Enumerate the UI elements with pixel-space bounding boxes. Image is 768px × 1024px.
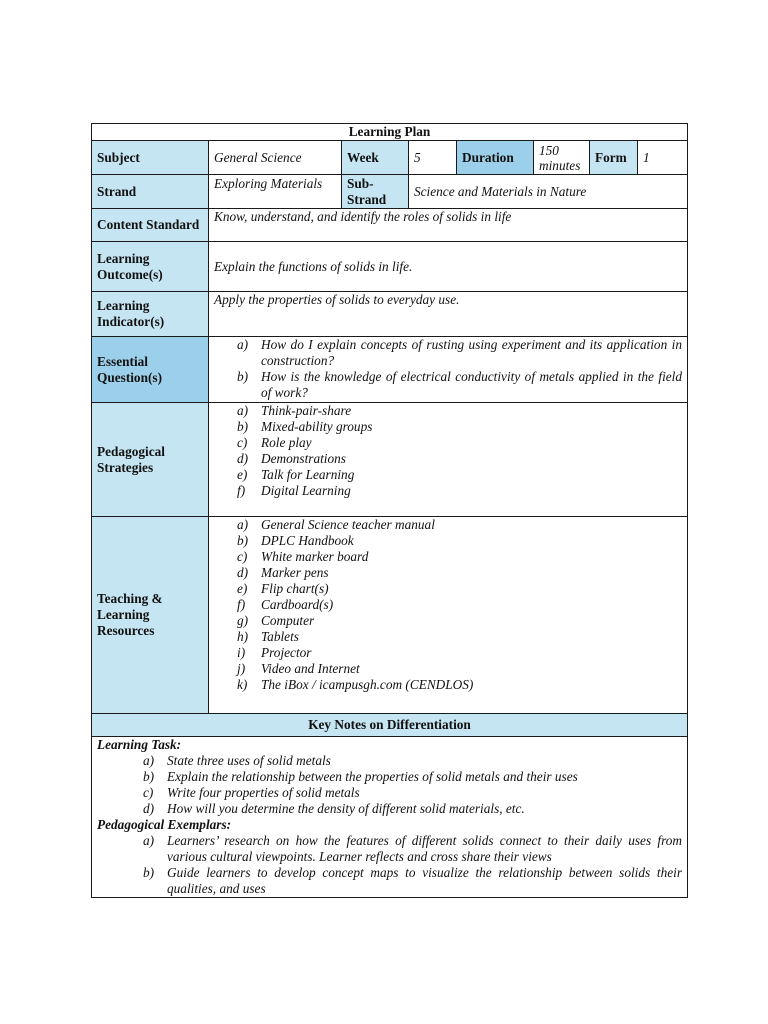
learning-plan-document xyxy=(91,123,687,898)
list-marker: a) xyxy=(237,403,249,418)
content-standard-value: Know, understand, and identify the roles of solids in life xyxy=(209,209,688,242)
list-item xyxy=(214,337,682,369)
list-text: How will you determine the density of different solid materials, etc. xyxy=(167,801,525,816)
learning-outcome-value: Explain the functions of solids in life. xyxy=(209,242,688,292)
list-text: White marker board xyxy=(261,549,369,564)
form-value: 1 xyxy=(638,141,688,175)
pedagogical-exemplars-label: Pedagogical Exemplars: xyxy=(97,817,232,832)
list-item xyxy=(214,483,682,499)
list-marker: b) xyxy=(237,369,249,384)
list-item xyxy=(214,451,682,467)
list-marker: a) xyxy=(143,753,155,768)
list-text: Cardboard(s) xyxy=(261,597,334,612)
list-text: Think-pair-share xyxy=(261,403,352,418)
list-item xyxy=(97,833,682,865)
list-item xyxy=(214,517,682,533)
list-text: How do I explain concepts of rusting using experiment and its application in construction? xyxy=(261,337,683,368)
list-text: General Science teacher manual xyxy=(261,517,435,532)
list-text: How is the knowledge of electrical conductivity of metals applied in the field of work? xyxy=(261,369,683,400)
pedagogical-strategies-label: Pedagogical Strategies xyxy=(92,403,209,517)
list-text: Video and Internet xyxy=(261,661,360,676)
resources-cell xyxy=(209,517,688,714)
list-text: Role play xyxy=(261,435,312,450)
week-value: 5 xyxy=(409,141,457,175)
list-text: Mixed-ability groups xyxy=(261,419,373,434)
list-text: Digital Learning xyxy=(261,483,351,498)
list-item xyxy=(214,581,682,597)
list-text: Write four properties of solid metals xyxy=(167,785,360,800)
list-item xyxy=(214,677,682,693)
list-marker: d) xyxy=(237,565,249,580)
list-item xyxy=(97,801,682,817)
list-text: Tablets xyxy=(261,629,299,644)
list-text: DPLC Handbook xyxy=(261,533,354,548)
list-marker: a) xyxy=(237,517,249,532)
list-item xyxy=(214,597,682,613)
list-item xyxy=(214,613,682,629)
learning-outcome-label: Learning Outcome(s) xyxy=(92,242,209,292)
form-label: Form xyxy=(590,141,638,175)
learning-task-list xyxy=(97,753,682,817)
list-item xyxy=(214,403,682,419)
list-item xyxy=(214,419,682,435)
pedagogical-exemplars-list xyxy=(97,833,682,897)
list-marker: b) xyxy=(143,769,155,784)
list-marker: k) xyxy=(237,677,248,692)
list-marker: i) xyxy=(237,645,246,660)
list-item xyxy=(97,769,682,785)
learning-task-label: Learning Task: xyxy=(97,737,182,752)
list-marker: b) xyxy=(143,865,155,880)
learning-plan-table xyxy=(91,123,688,898)
differentiation-cell xyxy=(92,737,688,898)
learning-indicator-label: Learning Indicator(s) xyxy=(92,292,209,337)
pedagogical-strategies-list xyxy=(214,403,682,499)
content-standard-label: Content Standard xyxy=(92,209,209,242)
plan-title: Learning Plan xyxy=(92,124,688,141)
list-marker: c) xyxy=(237,435,248,450)
list-item xyxy=(214,565,682,581)
list-text: Marker pens xyxy=(261,565,329,580)
strand-label: Strand xyxy=(92,175,209,209)
list-item xyxy=(214,629,682,645)
list-marker: b) xyxy=(237,419,249,434)
list-text: Projector xyxy=(261,645,312,660)
list-item xyxy=(214,549,682,565)
duration-value: 150 minutes xyxy=(534,141,590,175)
list-item xyxy=(214,661,682,677)
differentiation-title: Key Notes on Differentiation xyxy=(92,714,688,737)
list-item xyxy=(214,645,682,661)
list-marker: g) xyxy=(237,613,249,628)
essential-questions-list xyxy=(214,337,682,401)
list-text: Demonstrations xyxy=(261,451,346,466)
list-text: Flip chart(s) xyxy=(261,581,329,596)
list-text: The iBox / icampusgh.com (CENDLOS) xyxy=(261,677,474,692)
week-label: Week xyxy=(342,141,409,175)
list-marker: e) xyxy=(237,467,248,482)
duration-label: Duration xyxy=(457,141,534,175)
list-marker: d) xyxy=(237,451,249,466)
list-text: Guide learners to develop concept maps to visualize the relationship between solids their qualities, and uses xyxy=(167,865,683,896)
essential-questions-cell xyxy=(209,337,688,403)
subject-label: Subject xyxy=(92,141,209,175)
resources-list xyxy=(214,517,682,693)
sub-strand-label: Sub-Strand xyxy=(342,175,409,209)
list-text: Computer xyxy=(261,613,315,628)
list-text: State three uses of solid metals xyxy=(167,753,331,768)
list-item xyxy=(97,785,682,801)
list-marker: b) xyxy=(237,533,249,548)
list-text: Learners’ research on how the features of different solids connect to their daily uses from various cultural viewpoints. Learner reflects and cross share their views xyxy=(167,833,683,864)
list-item xyxy=(214,467,682,483)
pedagogical-strategies-cell xyxy=(209,403,688,517)
list-marker: c) xyxy=(143,785,154,800)
list-item xyxy=(97,753,682,769)
list-marker: d) xyxy=(143,801,155,816)
list-marker: j) xyxy=(237,661,246,676)
list-item xyxy=(214,533,682,549)
list-marker: a) xyxy=(143,833,155,848)
list-marker: f) xyxy=(237,483,246,498)
essential-questions-label: Essential Question(s) xyxy=(92,337,209,403)
list-item xyxy=(97,865,682,897)
list-marker: a) xyxy=(237,337,249,352)
list-text: Explain the relationship between the properties of solid metals and their uses xyxy=(167,769,578,784)
strand-value: Exploring Materials xyxy=(209,175,342,209)
list-marker: h) xyxy=(237,629,249,644)
list-text: Talk for Learning xyxy=(261,467,355,482)
resources-label: Teaching & Learning Resources xyxy=(92,517,209,714)
list-marker: e) xyxy=(237,581,248,596)
learning-indicator-value: Apply the properties of solids to everyday use. xyxy=(209,292,688,337)
list-item xyxy=(214,435,682,451)
subject-value: General Science xyxy=(209,141,342,175)
list-marker: f) xyxy=(237,597,246,612)
sub-strand-value: Science and Materials in Nature xyxy=(409,175,688,209)
list-marker: c) xyxy=(237,549,248,564)
list-item xyxy=(214,369,682,401)
